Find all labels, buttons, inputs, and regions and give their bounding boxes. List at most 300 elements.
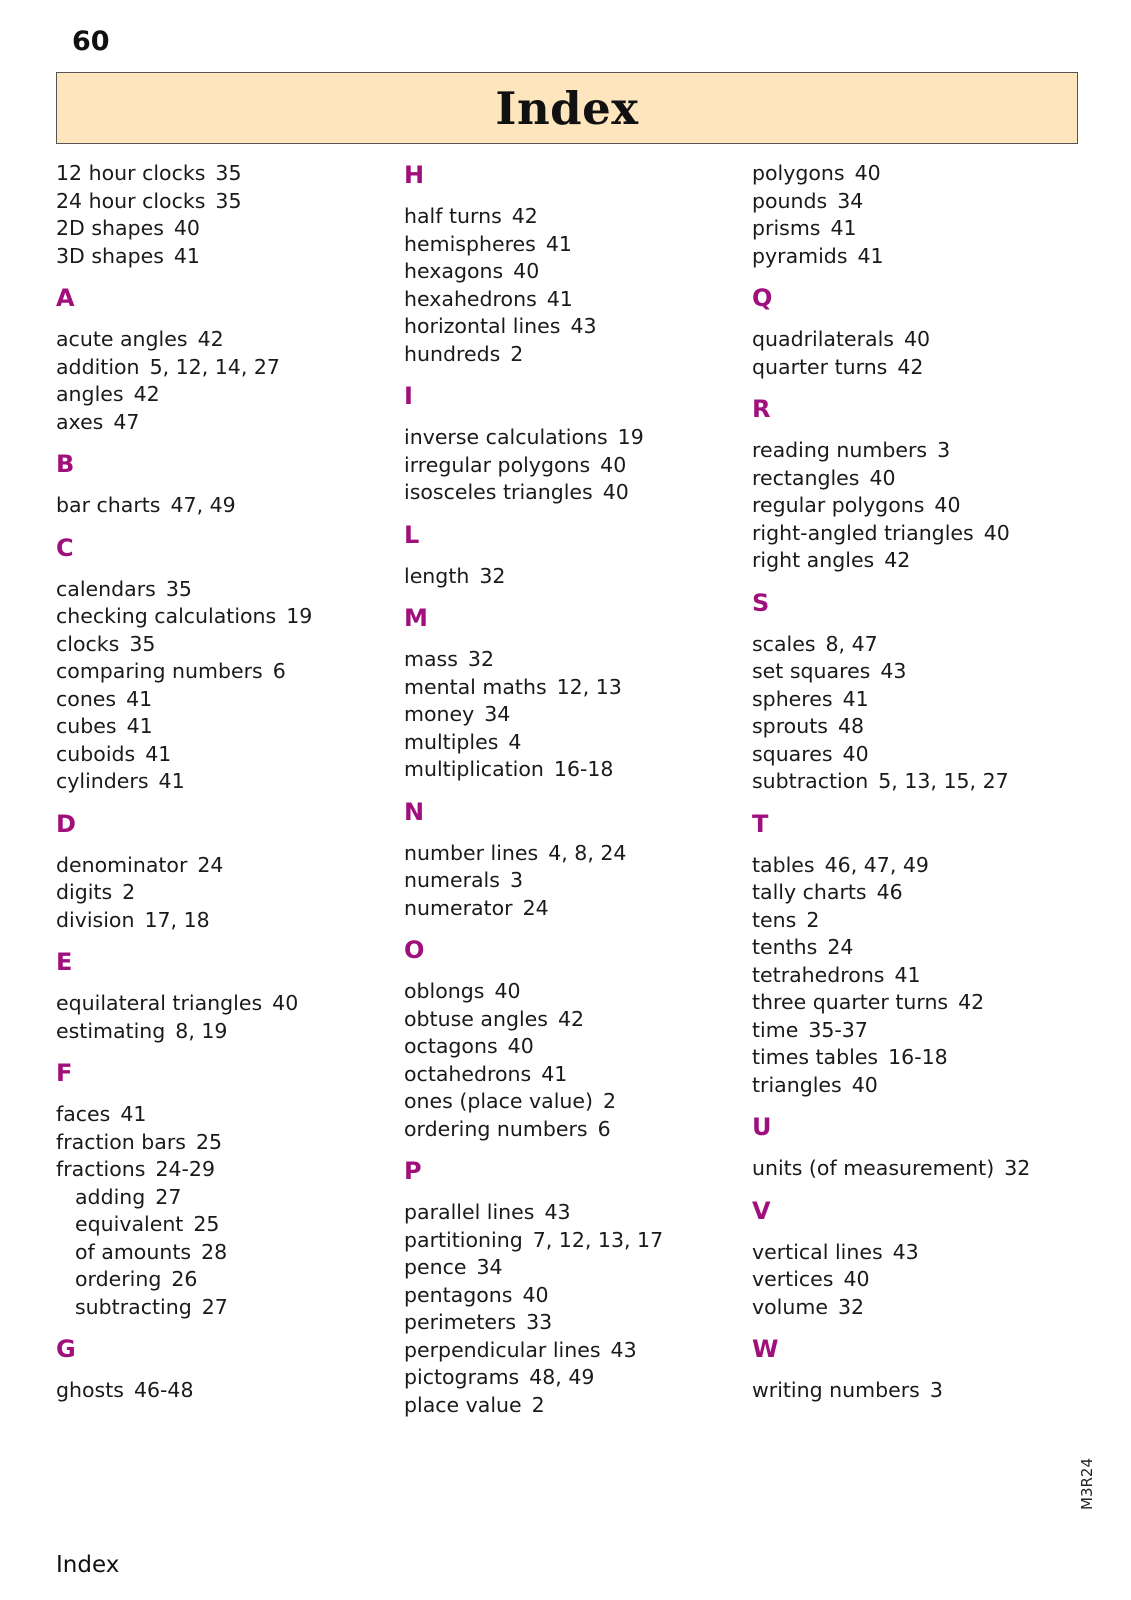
section-letter: D <box>56 809 76 838</box>
index-subentry <box>56 1266 386 1294</box>
index-entry <box>404 424 734 452</box>
index-entry <box>752 962 1082 990</box>
entry-term: angles <box>56 382 124 406</box>
entry-term: hexahedrons <box>404 286 537 311</box>
index-entry <box>56 409 386 437</box>
entry-term: vertices <box>752 1267 834 1291</box>
entry-term: place value <box>404 1392 522 1417</box>
entry-term: oblongs <box>404 979 485 1003</box>
section-letter: T <box>752 809 769 838</box>
index-entry <box>404 729 734 757</box>
index-section <box>404 797 734 923</box>
entry-pages: 40 <box>507 1034 534 1058</box>
section-letter: B <box>56 450 75 478</box>
entry-pages: 46 <box>876 880 903 904</box>
entry-pages: 41 <box>126 714 153 738</box>
index-entry <box>752 465 1082 493</box>
index-entry <box>56 243 386 271</box>
index-entry <box>404 1364 734 1392</box>
entry-pages: 40 <box>522 1282 549 1307</box>
entry-pages: 17, 18 <box>144 907 210 932</box>
index-entry <box>752 326 1082 354</box>
index-entry <box>404 1116 734 1144</box>
entry-pages: 41 <box>545 231 572 256</box>
index-entry <box>56 492 386 520</box>
entry-term: denominator <box>56 852 188 877</box>
entry-pages: 40 <box>494 979 521 1003</box>
entry-term: numerals <box>404 868 500 892</box>
index-entry <box>404 1088 734 1116</box>
entry-term: adding <box>75 1184 146 1209</box>
entry-pages: 28 <box>201 1239 228 1264</box>
index-entry <box>404 701 734 729</box>
index-entry <box>56 990 386 1018</box>
entry-pages: 25 <box>195 1129 223 1154</box>
index-entry <box>404 563 734 591</box>
entry-pages: 5, 13, 15, 27 <box>878 769 1009 793</box>
index-entry <box>404 479 734 507</box>
entry-pages: 24-29 <box>155 1157 216 1181</box>
entry-pages: 4 <box>508 729 522 754</box>
index-entry <box>404 895 734 923</box>
index-entry <box>404 313 734 341</box>
entry-pages: 41 <box>857 243 884 268</box>
index-entry <box>752 713 1082 741</box>
entry-term: vertical lines <box>752 1239 883 1264</box>
index-section <box>56 160 386 270</box>
entry-term: cylinders <box>56 769 149 793</box>
index-entry <box>404 203 734 231</box>
entry-pages: 42 <box>958 990 985 1014</box>
entry-pages: 41 <box>126 686 153 711</box>
entry-term: 24 hour clocks <box>56 188 206 213</box>
entry-term: money <box>404 702 475 726</box>
index-section <box>56 449 386 520</box>
page-title: Index <box>495 81 639 135</box>
entry-pages: 32 <box>479 563 506 588</box>
index-entry <box>56 907 386 935</box>
entry-pages: 41 <box>546 286 573 311</box>
index-entry <box>752 1239 1082 1267</box>
index-entry <box>56 1101 386 1129</box>
entry-term: equilateral triangles <box>56 991 263 1015</box>
entry-term: rectangles <box>752 465 860 490</box>
index-section <box>56 283 386 436</box>
entry-term: number lines <box>404 840 539 865</box>
index-entry <box>404 1061 734 1089</box>
entry-pages: 2 <box>510 341 524 366</box>
entry-pages: 41 <box>120 1102 147 1126</box>
section-letter: Q <box>752 284 773 312</box>
index-section <box>752 1334 1082 1405</box>
entry-pages: 34 <box>476 1255 503 1279</box>
entry-pages: 46, 47, 49 <box>824 852 929 877</box>
index-entry <box>404 1006 734 1034</box>
entry-pages: 42 <box>133 382 160 406</box>
index-entry <box>404 286 734 314</box>
entry-term: writing numbers <box>752 1378 920 1402</box>
index-entry <box>752 160 1082 188</box>
entry-pages: 4, 8, 24 <box>548 840 627 865</box>
index-entry <box>404 1199 734 1227</box>
entry-pages: 24 <box>522 895 549 920</box>
entry-term: tables <box>752 852 815 877</box>
index-section <box>752 1196 1082 1322</box>
entry-pages: 47, 49 <box>170 493 236 517</box>
index-entry <box>752 520 1082 548</box>
index-entry <box>404 1254 734 1282</box>
entry-term: hundreds <box>404 341 501 366</box>
index-entry <box>752 1294 1082 1322</box>
entry-term: pence <box>404 1255 467 1279</box>
entry-term: checking calculations <box>56 604 277 628</box>
entry-pages: 41 <box>842 686 869 711</box>
entry-pages: 34 <box>837 188 864 213</box>
entry-term: cuboids <box>56 741 136 766</box>
entry-term: length <box>404 563 470 588</box>
entry-pages: 19 <box>286 604 313 628</box>
entry-term: spheres <box>752 686 833 711</box>
index-entry <box>752 492 1082 520</box>
section-letter: F <box>56 1059 73 1087</box>
index-section <box>56 947 386 1045</box>
entry-pages: 41 <box>541 1061 568 1086</box>
index-entry <box>56 686 386 714</box>
entry-pages: 8, 19 <box>175 1018 228 1043</box>
index-entry <box>752 1155 1082 1183</box>
entry-term: hemispheres <box>404 231 536 256</box>
index-section <box>404 1156 734 1419</box>
index-entry <box>56 381 386 409</box>
entry-term: clocks <box>56 631 120 656</box>
entry-pages: 40 <box>869 465 896 490</box>
entry-term: half turns <box>404 204 502 228</box>
entry-pages: 43 <box>892 1239 919 1264</box>
index-entry <box>56 1018 386 1046</box>
section-letter: C <box>56 533 74 562</box>
index-entry <box>56 603 386 631</box>
entry-term: numerator <box>404 895 513 920</box>
entry-term: pictograms <box>404 1365 520 1389</box>
entry-term: 12 hour clocks <box>56 161 206 185</box>
entry-pages: 42 <box>557 1006 585 1031</box>
entry-term: prisms <box>752 216 821 240</box>
entry-term: tally charts <box>752 880 867 904</box>
entry-term: 3D shapes <box>56 243 164 268</box>
index-entry <box>404 1227 734 1255</box>
entry-pages: 24 <box>197 852 224 877</box>
entry-pages: 34 <box>484 702 511 726</box>
entry-pages: 12, 13 <box>556 674 622 699</box>
index-entry <box>56 1129 386 1157</box>
index-entry <box>752 768 1082 796</box>
index-column-1 <box>56 160 386 1405</box>
index-entry <box>752 1044 1082 1072</box>
entry-term: volume <box>752 1294 828 1319</box>
index-entry <box>404 452 734 480</box>
section-letter: V <box>752 1196 771 1225</box>
entry-term: faces <box>56 1102 111 1126</box>
entry-term: calendars <box>56 576 156 601</box>
section-letter: L <box>404 520 420 549</box>
index-column-3 <box>752 160 1082 1405</box>
section-letter: U <box>752 1113 772 1141</box>
entry-term: multiples <box>404 729 499 754</box>
entry-term: cubes <box>56 714 117 738</box>
entry-pages: 35 <box>215 161 242 185</box>
index-entry <box>404 1033 734 1061</box>
entry-term: irregular polygons <box>404 452 591 477</box>
index-subentry <box>56 1294 386 1322</box>
entry-term: digits <box>56 880 113 904</box>
index-entry <box>752 1377 1082 1405</box>
entry-term: mental maths <box>404 674 547 699</box>
entry-pages: 24 <box>827 935 854 959</box>
entry-term: units (of measurement) <box>752 1156 995 1180</box>
entry-pages: 35 <box>215 188 242 213</box>
section-letter: H <box>404 161 425 189</box>
entry-pages: 2 <box>122 880 136 904</box>
entry-term: quadrilaterals <box>752 327 894 351</box>
index-entry <box>404 674 734 702</box>
entry-pages: 40 <box>843 1267 870 1291</box>
index-column-2 <box>404 160 734 1419</box>
entry-pages: 19 <box>617 425 644 449</box>
entry-term: ordering <box>75 1267 162 1291</box>
entry-pages: 3 <box>929 1378 943 1402</box>
entry-pages: 40 <box>851 1072 878 1097</box>
entry-pages: 40 <box>854 161 881 185</box>
entry-term: octahedrons <box>404 1061 532 1086</box>
index-section <box>752 809 1082 1100</box>
index-entry <box>404 756 734 784</box>
entry-pages: 27 <box>155 1184 182 1209</box>
entry-term: 2D shapes <box>56 216 164 240</box>
index-entry <box>752 243 1082 271</box>
entry-term: fractions <box>56 1157 146 1181</box>
entry-pages: 43 <box>880 659 907 683</box>
section-letter: N <box>404 797 425 826</box>
entry-pages: 2 <box>531 1392 545 1417</box>
entry-pages: 16-18 <box>888 1045 948 1069</box>
entry-term: scales <box>752 631 816 656</box>
index-entry <box>56 879 386 907</box>
entry-pages: 26 <box>171 1267 198 1291</box>
index-entry <box>404 231 734 259</box>
index-entry <box>752 934 1082 962</box>
entry-pages: 3 <box>509 868 523 892</box>
entry-term: triangles <box>752 1072 842 1097</box>
entry-term: ghosts <box>56 1378 124 1402</box>
entry-term: tetrahedrons <box>752 962 885 987</box>
entry-pages: 41 <box>894 962 921 987</box>
index-subentry <box>56 1239 386 1267</box>
index-entry <box>56 1156 386 1184</box>
entry-term: partitioning <box>404 1227 523 1252</box>
index-section <box>752 394 1082 575</box>
entry-term: mass <box>404 647 458 671</box>
entry-pages: 35 <box>165 576 192 601</box>
entry-term: axes <box>56 409 104 434</box>
entry-term: reading numbers <box>752 438 928 462</box>
index-entry <box>752 547 1082 575</box>
entry-term: addition <box>56 354 140 379</box>
entry-term: cones <box>56 686 117 711</box>
entry-term: quarter turns <box>752 354 888 379</box>
entry-pages: 40 <box>602 480 629 504</box>
entry-pages: 40 <box>983 520 1010 545</box>
entry-pages: 27 <box>201 1294 228 1319</box>
index-section <box>56 533 386 796</box>
entry-term: squares <box>752 741 833 766</box>
entry-pages: 6 <box>597 1116 611 1141</box>
entry-term: ordering numbers <box>404 1116 588 1141</box>
entry-pages: 33 <box>526 1310 553 1334</box>
entry-pages: 5, 12, 14, 27 <box>149 354 280 379</box>
entry-pages: 32 <box>1004 1156 1031 1180</box>
entry-pages: 32 <box>837 1294 865 1319</box>
entry-term: acute angles <box>56 327 188 351</box>
entry-term: hexagons <box>404 259 504 283</box>
entry-term: time <box>752 1017 799 1042</box>
page-number: 60 <box>72 26 110 57</box>
index-entry <box>56 160 386 188</box>
entry-pages: 40 <box>903 327 931 351</box>
entry-pages: 41 <box>145 741 172 766</box>
entry-term: parallel lines <box>404 1200 535 1224</box>
index-entry <box>56 741 386 769</box>
index-entry <box>56 576 386 604</box>
index-entry <box>56 631 386 659</box>
entry-term: of amounts <box>75 1239 192 1264</box>
entry-pages: 6 <box>272 659 286 683</box>
index-entry <box>56 768 386 796</box>
entry-pages: 35-37 <box>808 1017 868 1042</box>
entry-term: polygons <box>752 161 845 185</box>
entry-term: fraction bars <box>56 1129 186 1154</box>
index-entry <box>56 1377 386 1405</box>
entry-pages: 43 <box>570 314 597 338</box>
entry-term: three quarter turns <box>752 990 949 1014</box>
section-letter: A <box>56 284 75 312</box>
index-entry <box>752 188 1082 216</box>
entry-pages: 43 <box>544 1200 571 1224</box>
index-entry <box>56 852 386 880</box>
entry-term: regular polygons <box>752 493 925 517</box>
entry-term: right angles <box>752 548 875 572</box>
index-entry <box>752 631 1082 659</box>
entry-pages: 42 <box>897 354 924 379</box>
entry-term: octagons <box>404 1034 498 1058</box>
entry-term: perpendicular lines <box>404 1337 601 1362</box>
index-section <box>752 283 1082 381</box>
entry-term: perimeters <box>404 1310 517 1334</box>
entry-pages: 40 <box>934 493 961 517</box>
section-letter: S <box>752 588 770 617</box>
index-section <box>56 1334 386 1405</box>
entry-pages: 48 <box>837 714 865 738</box>
index-section <box>404 603 734 784</box>
entry-pages: 2 <box>603 1089 617 1113</box>
entry-pages: 41 <box>173 243 200 268</box>
index-entry <box>404 840 734 868</box>
entry-term: division <box>56 907 135 932</box>
entry-pages: 48, 49 <box>529 1365 595 1389</box>
footer-title: Index <box>56 1552 120 1578</box>
entry-pages: 40 <box>173 216 200 240</box>
index-entry <box>752 989 1082 1017</box>
entry-pages: 35 <box>129 631 156 656</box>
index-section <box>404 520 734 591</box>
entry-term: inverse calculations <box>404 425 608 449</box>
section-letter: P <box>404 1157 422 1185</box>
entry-pages: 8, 47 <box>825 631 878 656</box>
entry-term: ones (place value) <box>404 1089 594 1113</box>
index-section <box>404 160 734 368</box>
entry-term: pounds <box>752 188 828 213</box>
entry-pages: 40 <box>272 991 299 1015</box>
index-section <box>56 1058 386 1321</box>
index-entry <box>404 646 734 674</box>
entry-term: estimating <box>56 1018 166 1043</box>
entry-pages: 41 <box>830 216 857 240</box>
index-entry <box>404 978 734 1006</box>
index-subentry <box>56 1184 386 1212</box>
index-entry <box>752 354 1082 382</box>
entry-term: tenths <box>752 935 818 959</box>
entry-term: multiplication <box>404 757 544 781</box>
entry-term: subtraction <box>752 769 869 793</box>
index-entry <box>404 1337 734 1365</box>
entry-pages: 42 <box>511 204 538 228</box>
entry-pages: 42 <box>197 327 224 351</box>
entry-pages: 32 <box>467 647 494 671</box>
index-entry <box>752 658 1082 686</box>
section-letter: E <box>56 948 73 976</box>
index-entry <box>752 1266 1082 1294</box>
entry-term: set squares <box>752 659 871 683</box>
entry-pages: 40 <box>600 452 627 477</box>
index-section <box>56 809 386 935</box>
entry-pages: 46-48 <box>133 1378 194 1402</box>
index-entry <box>56 354 386 382</box>
index-entry <box>752 907 1082 935</box>
index-entry <box>404 867 734 895</box>
entry-term: comparing numbers <box>56 659 263 683</box>
entry-pages: 41 <box>158 769 185 793</box>
entry-pages: 2 <box>806 907 820 932</box>
entry-pages: 40 <box>513 259 540 283</box>
section-letter: M <box>404 604 428 632</box>
entry-term: tens <box>752 907 797 932</box>
entry-term: right-angled triangles <box>752 520 974 545</box>
product-code: M3R24 <box>1078 1458 1096 1510</box>
entry-pages: 47 <box>113 409 140 434</box>
entry-term: obtuse angles <box>404 1006 548 1031</box>
entry-pages: 3 <box>937 438 951 462</box>
section-letter: R <box>752 395 771 423</box>
section-letter: O <box>404 936 425 964</box>
section-letter: W <box>752 1335 779 1363</box>
index-section <box>752 160 1082 270</box>
index-entry <box>404 1282 734 1310</box>
index-section <box>752 1112 1082 1183</box>
index-entry <box>752 215 1082 243</box>
entry-term: bar charts <box>56 493 161 517</box>
index-entry <box>404 1392 734 1420</box>
index-entry <box>752 1072 1082 1100</box>
index-entry <box>752 852 1082 880</box>
